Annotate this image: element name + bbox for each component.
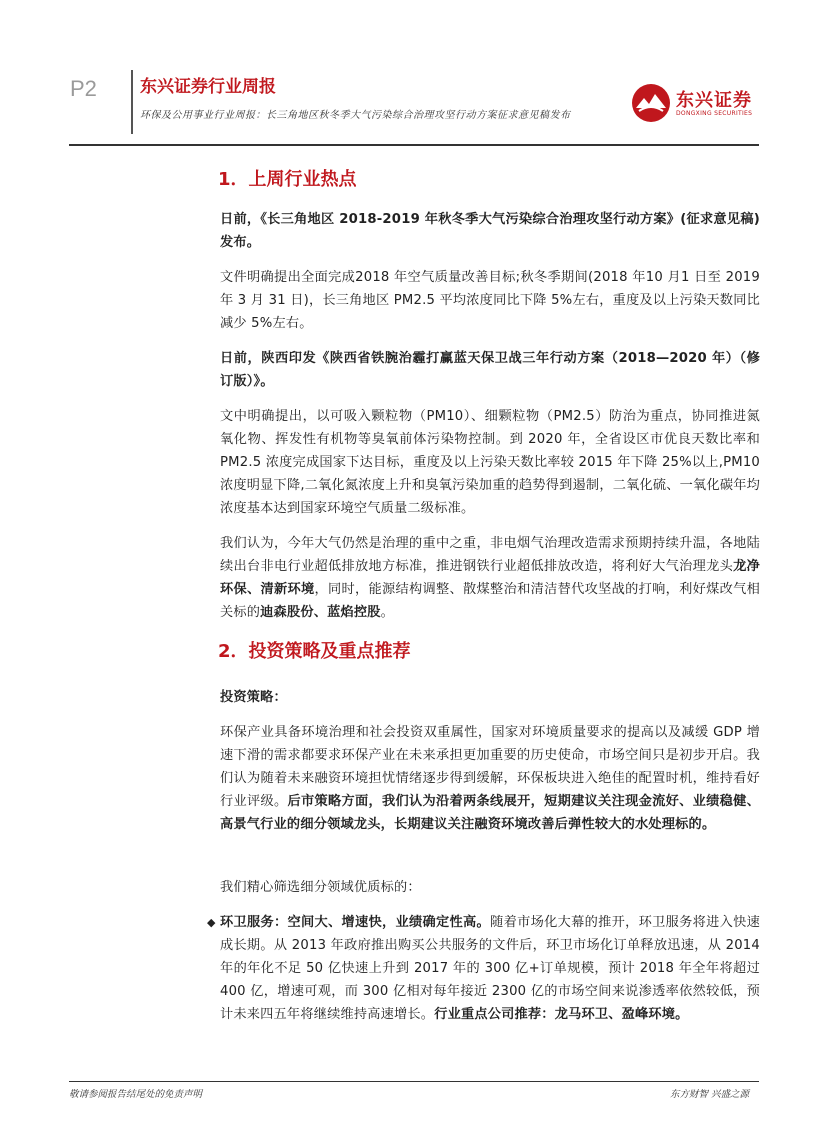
pick-intro: 我们精心筛选细分领域优质标的： xyxy=(220,880,421,895)
strategy-bold: 后市策略方面，我们认为沿着两条线展开，短期建议关注现金流好、业绩稳健、高景气行业的细分领域龙头，长期建议关注融资环境改善后弹性较大的水处理标的。 xyxy=(220,794,760,832)
report-subtitle: 环保及公用事业行业周报：长三角地区秋冬季大气污染综合治理攻坚行动方案征求意见稿发布 xyxy=(140,110,571,121)
analyst-view xyxy=(220,532,760,624)
view-stock-2: 迪森股份、蓝焰控股 xyxy=(260,605,381,620)
strategy-body xyxy=(220,721,760,836)
footer-rule xyxy=(69,1081,759,1082)
bullet-diamond-icon: ◆ xyxy=(207,916,216,929)
bullet1-heading: 环卫服务：空间大、增速快，业绩确定性高。 xyxy=(220,915,491,930)
report-name: 东兴证券行业周报 xyxy=(140,77,276,97)
news2-body: 文中明确提出，以可吸入颗粒物（PM10）、细颗粒物（PM2.5）防治为重点，协同推进氮氧化物、挥发性有机物等臭氧前体污染物控制。到 2020 年，全省设区市优良天数比率和 PM2.5 浓度完成国家下达目标，重度及以上污染天数比率较 2015 年下降 25%以上,PM10浓度明显下降,二氧化氮浓度上升和臭氧污染加重的趋势得到遏制，二氧化硫、一氧化碳年均浓度基本达到国家环境空气质量二级标准。 xyxy=(220,409,760,516)
header-rule xyxy=(69,144,759,146)
view-text-1: 我们认为，今年大气仍然是治理的重中之重，非电烟气治理改造需求预期持续升温，各地陆续出台非电行业超低排放地方标准，推进钢铁行业超低排放改造，将利好大气治理龙头 xyxy=(220,536,760,574)
section2-title: 2．投资策略及重点推荐 xyxy=(218,641,411,662)
bullet1-picks: 行业重点公司推荐：龙马环卫、盈峰环境。 xyxy=(434,1007,689,1022)
page-number: P2 xyxy=(70,76,97,101)
logo-text: 东兴证券 xyxy=(676,90,752,111)
news2-title: 日前，陕西印发《陕西省铁腕治霾打赢蓝天保卫战三年行动方案（2018—2020 年）（修订版）》。 xyxy=(220,351,760,389)
news1-title: 日前，《长三角地区 2018-2019 年秋冬季大气污染综合治理攻坚行动方案》(征求意见稿)发布。 xyxy=(220,212,760,250)
bullet1-body: 随着市场化大幕的推开，环卫服务将进入快速成长期。从 2013 年政府推出购买公共服务的文件后，环卫市场化订单释放迅速，从 2014 年的年化不足 50 亿快速上升到 2017 年的 300 亿+订单规模，预计 2018 年全年将超过 400 亿，增速可观，而 300 亿相对每年接近 2300 亿的市场空间来说渗透率依然较低，预计未来四五年将继续维持高速增长。 xyxy=(220,915,761,1022)
section1-title: 1．上周行业热点 xyxy=(218,169,357,190)
footer-slogan: 东方财智 兴盛之源 xyxy=(670,1089,750,1100)
header-divider xyxy=(131,70,133,134)
view-text-3: 。 xyxy=(380,605,395,620)
footer-disclaimer: 敬请参阅报告结尾处的免责声明 xyxy=(69,1089,203,1100)
logo-english: DONGXING SECURITIES xyxy=(676,110,753,117)
view-stock-1: 龙净环保、清新环境 xyxy=(220,559,760,597)
strategy-label: 投资策略： xyxy=(220,690,287,705)
news1-body: 文件明确提出全面完成2018 年空气质量改善目标;秋冬季期间(2018 年10 月1 日至 2019 年 3 月 31 日)，长三角地区 PM2.5 平均浓度同比下降 5%左右，重度及以上污染天数同比减少 5%左右。 xyxy=(220,270,760,331)
bullet-sanitation xyxy=(207,911,761,1026)
view-text-2: ，同时，能源结构调整、散煤整治和清洁替代攻坚战的打响，利好煤改气相关标的 xyxy=(220,582,760,620)
main-content xyxy=(207,160,761,1026)
strategy-text: 环保产业具备环境治理和社会投资双重属性，国家对环境质量要求的提高以及减缓 GDP 增速下滑的需求都要求环保产业在未来承担更加重要的历史使命，市场空间只是初步开启。我们认为随着未来融资环境担忧情绪逐步得到缓解，环保板块进入绝佳的配置时机，维持看好行业评级。 xyxy=(220,725,760,809)
